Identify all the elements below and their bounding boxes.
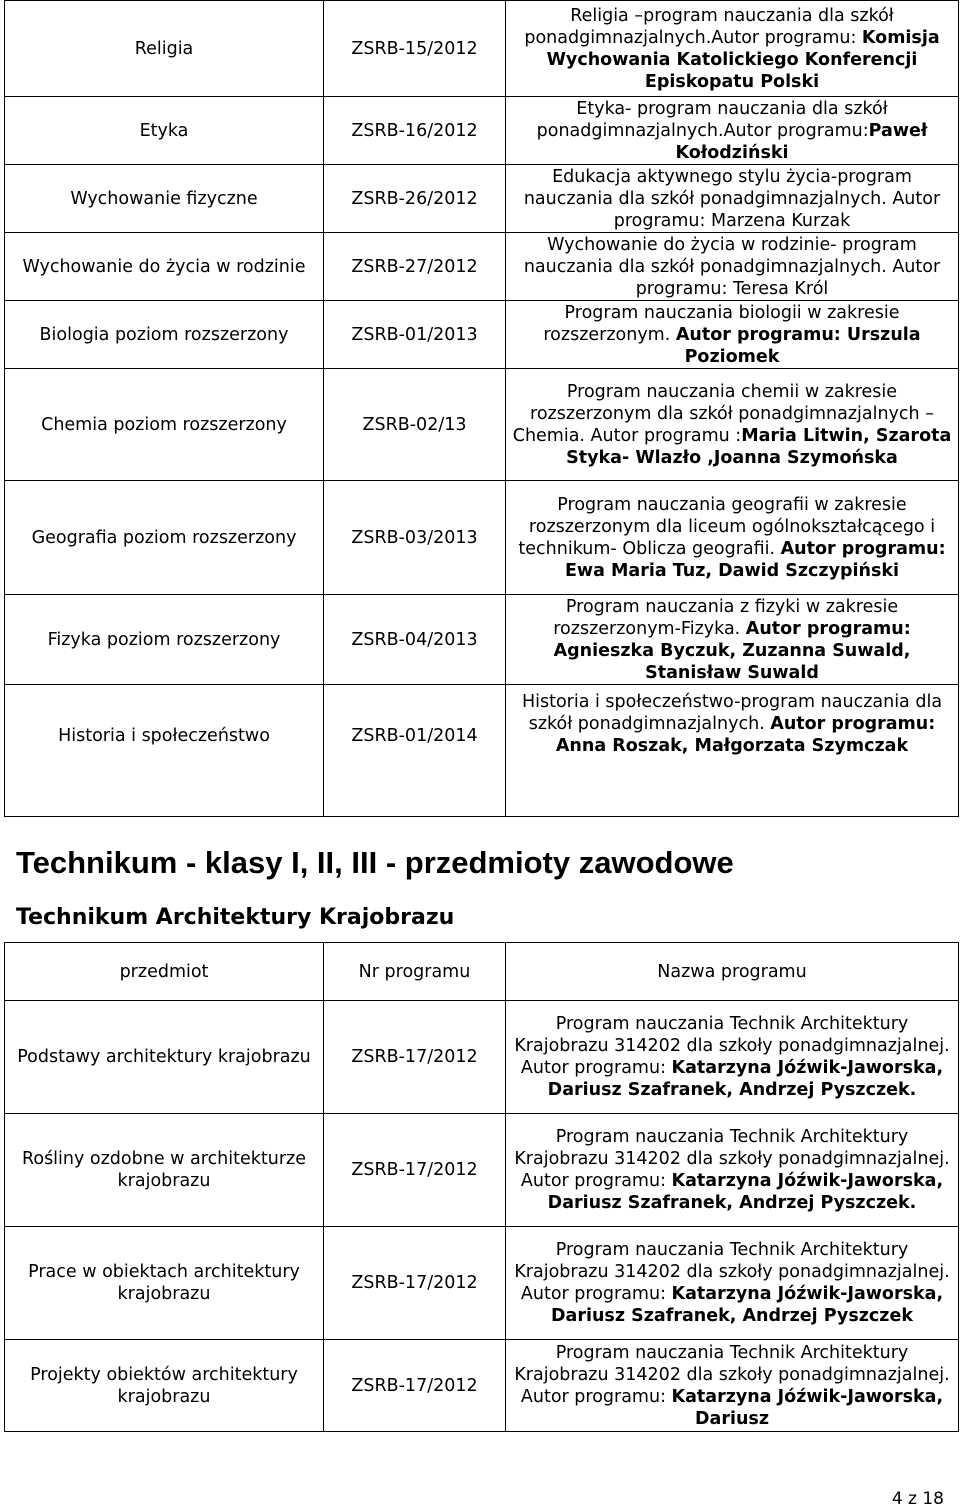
program-name-cell <box>506 97 959 165</box>
program-code-cell: ZSRB-15/2012 <box>324 1 506 97</box>
program-name-cell <box>506 301 959 369</box>
program-author-text: Katarzyna Jóźwik-Jaworska, Dariusz <box>671 1386 944 1429</box>
subject-cell: Religia <box>5 1 324 97</box>
subject-cell: Historia i społeczeństwo <box>5 685 324 817</box>
table-row <box>5 595 959 685</box>
table-row <box>5 1001 959 1114</box>
subject-cell: Fizyka poziom rozszerzony <box>5 595 324 685</box>
program-name-cell <box>506 1 959 97</box>
table-row <box>5 481 959 595</box>
program-code-cell: ZSRB-04/2013 <box>324 595 506 685</box>
program-author-text: Autor programu: Urszula Poziomek <box>675 324 921 367</box>
program-code-cell: ZSRB-03/2013 <box>324 481 506 595</box>
program-author-text: Komisja Wychowania Katolickiego Konferencji Episkopatu Polski <box>546 27 940 92</box>
program-description-text: Wychowanie do życia w rodzinie- program nauczania dla szkół ponadgimnazjalnych. Autor programu: Teresa Król <box>523 234 941 299</box>
table-row <box>5 1340 959 1432</box>
column-header-subject: przedmiot <box>5 943 324 1001</box>
program-description-text: Program nauczania z fizyki w zakresie rozszerzonym-Fizyka. <box>553 596 899 639</box>
program-name-cell <box>506 595 959 685</box>
program-description-text: Edukacja aktywnego stylu życia-program nauczania dla szkół ponadgimnazjalnych. Autor programu: Marzena Kurzak <box>523 166 941 231</box>
table-row <box>5 301 959 369</box>
subject-cell: Chemia poziom rozszerzony <box>5 369 324 481</box>
table-row <box>5 233 959 301</box>
program-author-text: Katarzyna Jóźwik-Jaworska, Dariusz Szafranek, Andrzej Pyszczek. <box>547 1171 944 1213</box>
program-code-cell: ZSRB-01/2013 <box>324 301 506 369</box>
program-description-text: Program nauczania biologii w zakresie rozszerzonym. <box>543 302 900 345</box>
program-description-text: Program nauczania Technik Architektury Krajobrazu 314202 dla szkoły ponadgimnazjalnej. Autor programu: <box>514 1127 950 1191</box>
program-description-text: Program nauczania Technik Architektury Krajobrazu 314202 dla szkoły ponadgimnazjalnej. Autor programu: <box>514 1014 950 1078</box>
header-row <box>5 943 959 1001</box>
program-description-text: Program nauczania chemii w zakresie rozszerzonym dla szkół ponadgimnazjalnych –Chemia. Autor programu : <box>512 381 934 446</box>
program-author-text: Autor programu: Anna Roszak, Małgorzata Szymczak <box>555 714 936 756</box>
section-heading: Technikum - klasy I, II, III - przedmioty zawodowe <box>16 845 734 880</box>
subject-cell: Podstawy architektury krajobrazu <box>5 1001 324 1114</box>
subject-cell: Geografia poziom rozszerzony <box>5 481 324 595</box>
program-code-cell: ZSRB-17/2012 <box>324 1227 506 1340</box>
table-row <box>5 1114 959 1227</box>
program-name-cell <box>506 369 959 481</box>
professional-subjects-table <box>4 942 959 1432</box>
table-row <box>5 97 959 165</box>
program-name-cell <box>506 481 959 595</box>
program-author-text: Katarzyna Jóźwik-Jaworska, Dariusz Szafranek, Andrzej Pyszczek. <box>547 1058 944 1100</box>
program-name-cell <box>506 685 959 817</box>
table-row <box>5 685 959 817</box>
program-author-text: Katarzyna Jóźwik-Jaworska, Dariusz Szafranek, Andrzej Pyszczek <box>550 1284 944 1326</box>
program-author-text: Autor programu: Ewa Maria Tuz, Dawid Szczypiński <box>564 538 946 581</box>
table-row <box>5 1227 959 1340</box>
program-name-cell <box>506 165 959 233</box>
subjects-table <box>4 0 959 817</box>
program-description-text: Program nauczania Technik Architektury Krajobrazu 314202 dla szkoły ponadgimnazjalnej. Autor programu: <box>514 1240 950 1304</box>
program-name-cell <box>506 1114 959 1227</box>
subject-cell: Projekty obiektów architektury krajobrazu <box>5 1340 324 1432</box>
program-description-text: Religia –program nauczania dla szkół ponadgimnazjalnych.Autor programu: <box>524 5 894 48</box>
subject-cell: Wychowanie do życia w rodzinie <box>5 233 324 301</box>
column-header-code: Nr programu <box>324 943 506 1001</box>
subject-cell: Prace w obiektach architektury krajobrazu <box>5 1227 324 1340</box>
table-row <box>5 369 959 481</box>
program-code-cell: ZSRB-26/2012 <box>324 165 506 233</box>
program-code-cell: ZSRB-17/2012 <box>324 1114 506 1227</box>
program-description-text: Historia i społeczeństwo-program nauczania dla szkół ponadgimnazjalnych. <box>521 692 943 734</box>
table-row <box>5 165 959 233</box>
program-name-cell <box>506 1340 959 1432</box>
program-code-cell: ZSRB-02/13 <box>324 369 506 481</box>
subject-cell: Etyka <box>5 97 324 165</box>
program-code-cell: ZSRB-17/2012 <box>324 1340 506 1432</box>
program-name-cell <box>506 1001 959 1114</box>
program-code-cell: ZSRB-16/2012 <box>324 97 506 165</box>
program-description-text: Program nauczania geografii w zakresie rozszerzonym dla liceum ogólnokształcącego i technikum- Oblicza geografii. <box>518 494 936 559</box>
program-code-cell: ZSRB-17/2012 <box>324 1001 506 1114</box>
program-name-cell <box>506 233 959 301</box>
subject-cell: Rośliny ozdobne w architekturze krajobrazu <box>5 1114 324 1227</box>
table-row <box>5 1 959 97</box>
program-code-cell: ZSRB-27/2012 <box>324 233 506 301</box>
program-author-text: Autor programu: Agnieszka Byczuk, Zuzanna Suwald, Stanisław Suwald <box>553 618 911 683</box>
program-author-text: Maria Litwin, Szarota Styka- Wlazło ,Joanna Szymońska <box>566 425 952 468</box>
program-author-text: Paweł Kołodziński <box>675 120 928 163</box>
page-number: 4 z 18 <box>891 1489 944 1509</box>
subject-cell: Biologia poziom rozszerzony <box>5 301 324 369</box>
program-description-text: Etyka- program nauczania dla szkół ponadgimnazjalnych.Autor programu: <box>536 98 888 141</box>
subheading: Technikum Architektury Krajobrazu <box>16 905 455 930</box>
program-name-cell <box>506 1227 959 1340</box>
subject-cell: Wychowanie fizyczne <box>5 165 324 233</box>
program-description-text: Program nauczania Technik Architektury Krajobrazu 314202 dla szkoły ponadgimnazjalnej. Autor programu: <box>514 1342 950 1407</box>
column-header-program: Nazwa programu <box>506 943 959 1001</box>
program-code-cell: ZSRB-01/2014 <box>324 685 506 817</box>
